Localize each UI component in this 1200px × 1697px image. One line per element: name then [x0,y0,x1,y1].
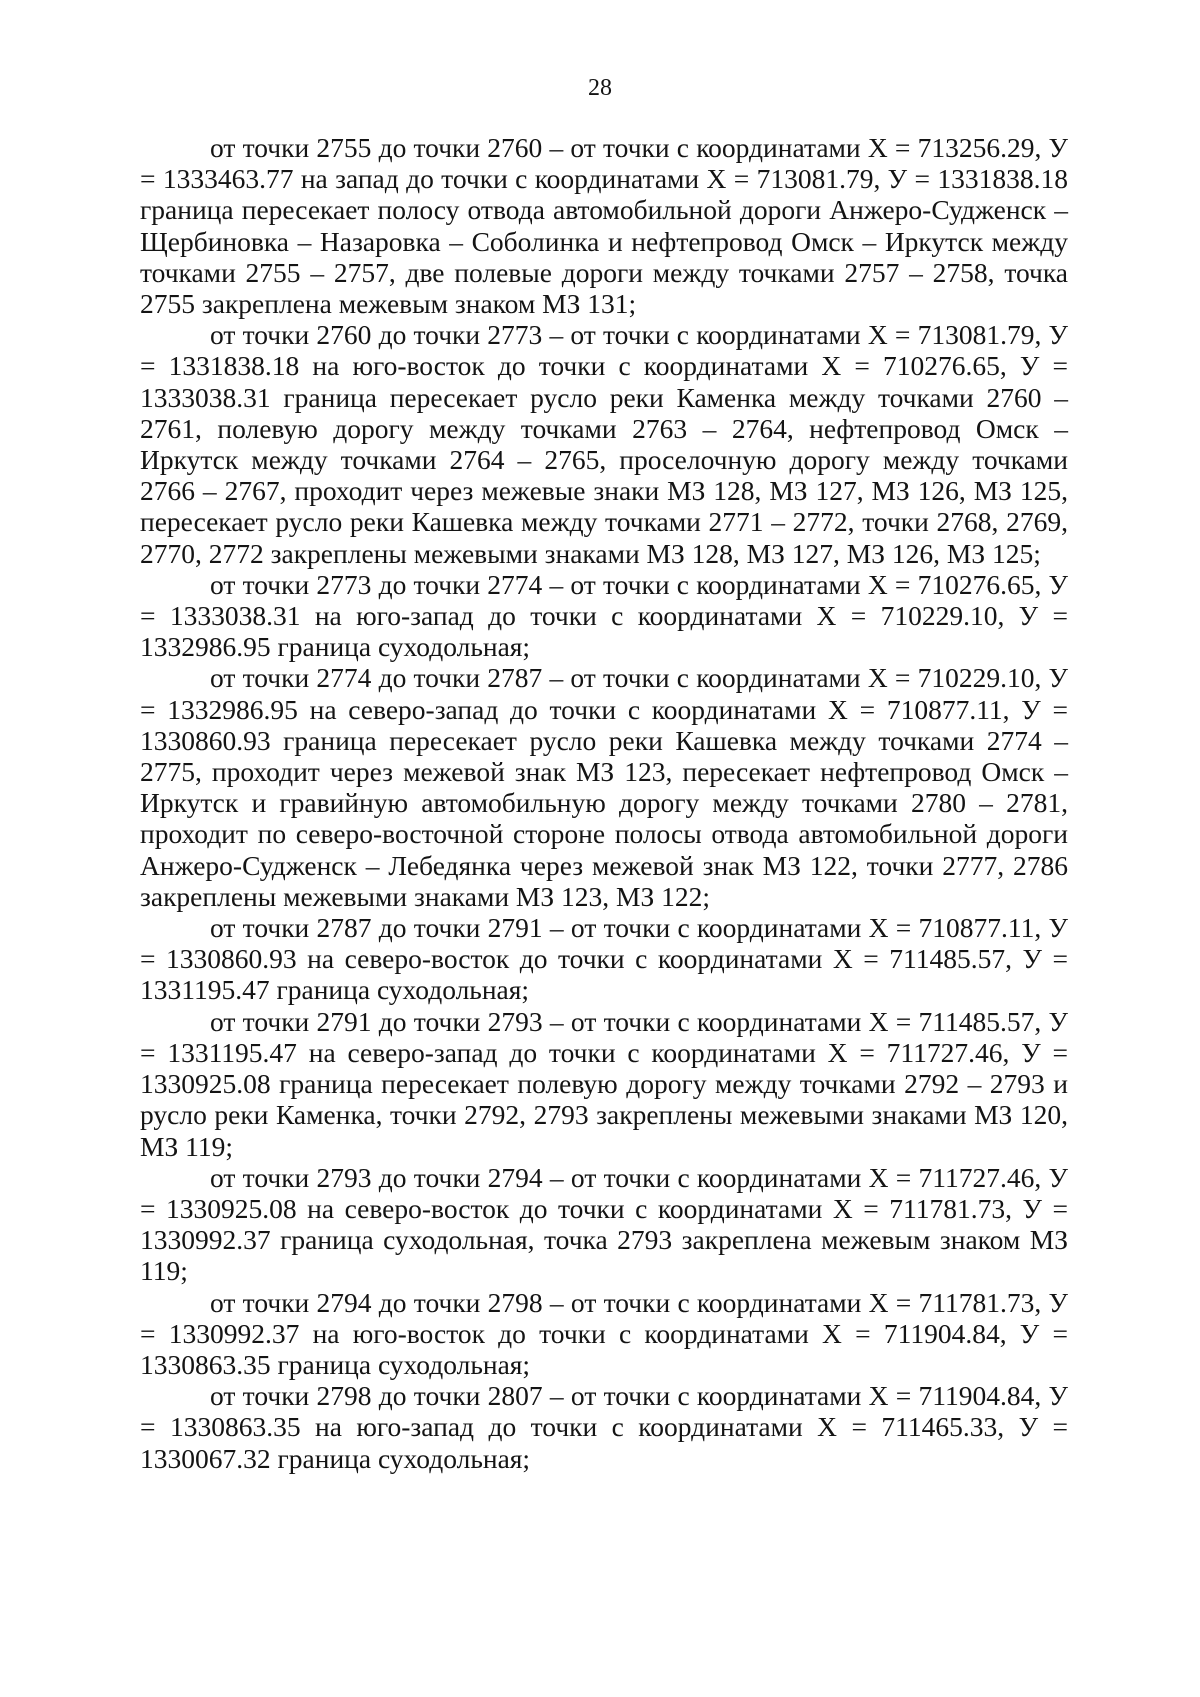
boundary-paragraph-2774-2787: от точки 2774 до точки 2787 – от точки с координатами Х = 710229.10, У = 1332986.95 на северо-запад до точки с координатами Х = 710877.11, У = 1330860.93 граница пересекает русло реки Кашевка между точками 2774 – 2775, проходит через межевой знак МЗ 123, пересекает нефтепровод Омск – Иркутск и гравийную автомобильную дорогу между точками 2780 – 2781, проходит по северо-восточной стороне полосы отвода автомобильной дороги Анжеро-Судженск – Лебедянка через межевой знак МЗ 122, точки 2777, 2786 закреплены межевыми знаками МЗ 123, МЗ 122; [140,662,1068,912]
boundary-paragraph-2773-2774: от точки 2773 до точки 2774 – от точки с координатами Х = 710276.65, У = 1333038.31 на юго-запад до точки с координатами Х = 710229.10, У = 1332986.95 граница суходольная; [140,568,1068,663]
boundary-paragraph-2755-2760: от точки 2755 до точки 2760 – от точки с координатами Х = 713256.29, У = 1333463.77 на запад до точки с координатами Х = 713081.79, У = 1331838.18 граница пересекает полосу отвода автомобильной дороги Анжеро-Судженск – Щербиновка – Назаровка – Соболинка и нефтепровод Омск – Иркутск между точками 2755 – 2757, две полевые дороги между точками 2757 – 2758, точка 2755 закреплена межевым знаком МЗ 131; [140,132,1068,320]
boundary-paragraph-2791-2793: от точки 2791 до точки 2793 – от точки с координатами Х = 711485.57, У = 1331195.47 на северо-запад до точки с координатами Х = 711727.46, У = 1330925.08 граница пересекает полевую дорогу между точками 2792 – 2793 и русло реки Каменка, точки 2792, 2793 закреплены межевыми знаками МЗ 120, МЗ 119; [140,1005,1068,1162]
page-number: 28 [588,75,612,101]
boundary-paragraph-2787-2791: от точки 2787 до точки 2791 – от точки с координатами Х = 710877.11, У = 1330860.93 на северо-восток до точки с координатами Х = 711485.57, У = 1331195.47 граница суходольная; [140,912,1068,1006]
boundary-paragraph-2793-2794: от точки 2793 до точки 2794 – от точки с координатами Х = 711727.46, У = 1330925.08 на северо-восток до точки с координатами Х = 711781.73, У = 1330992.37 граница суходольная, точка 2793 закреплена межевым знаком МЗ 119; [140,1161,1068,1287]
boundary-paragraph-2760-2773: от точки 2760 до точки 2773 – от точки с координатами Х = 713081.79, У = 1331838.18 на юго-восток до точки с координатами Х = 710276.65, У = 1333038.31 граница пересекает русло реки Каменка между точками 2760 – 2761, полевую дорогу между точками 2763 – 2764, нефтепровод Омск – Иркутск между точками 2764 – 2765, проселочную дорогу между точками 2766 – 2767, проходит через межевые знаки МЗ 128, МЗ 127, МЗ 126, МЗ 125, пересекает русло реки Кашевка между точками 2771 – 2772, точки 2768, 2769, 2770, 2772 закреплены межевыми знаками МЗ 128, МЗ 127, МЗ 126, МЗ 125; [140,319,1068,569]
document-body [140,132,1068,1474]
boundary-paragraph-2798-2807: от точки 2798 до точки 2807 – от точки с координатами Х = 711904.84, У = 1330863.35 на юго-запад до точки с координатами Х = 711465.33, У = 1330067.32 граница суходольная; [140,1380,1068,1474]
boundary-paragraph-2794-2798: от точки 2794 до точки 2798 – от точки с координатами Х = 711781.73, У = 1330992.37 на юго-восток до точки с координатами Х = 711904.84, У = 1330863.35 граница суходольная; [140,1286,1068,1380]
